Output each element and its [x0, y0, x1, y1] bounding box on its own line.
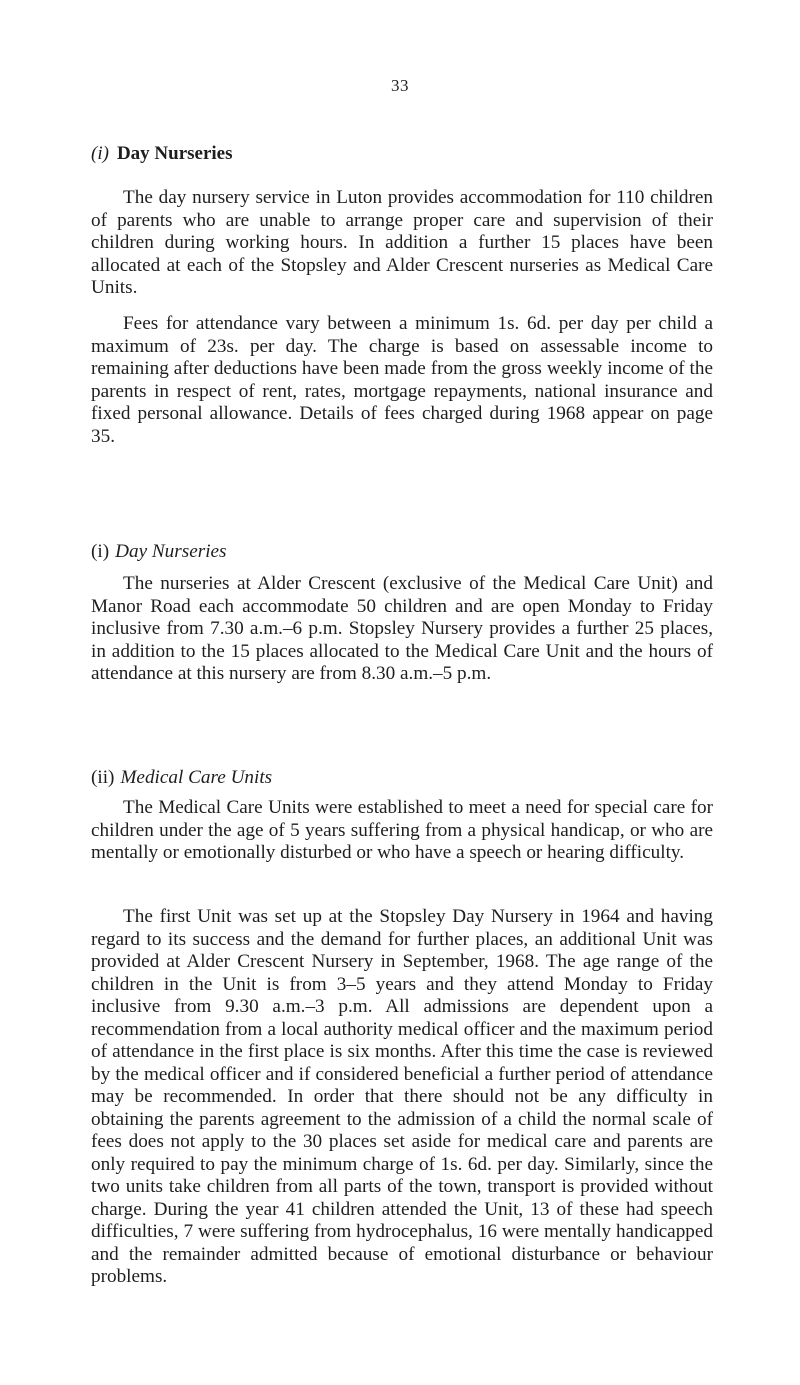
section-title: Day Nurseries — [116, 143, 233, 164]
subsection-number: (i) — [91, 541, 110, 562]
intro-paragraph-1: The day nursery service in Luton provides accommodation for 110 children of parents who are unable to arrange proper care and supervision of their children during working hours. In addition a further 15 places have been allocated at each of the Stopsley and Alder Crescent nurseries as Medical Care Units. — [91, 187, 713, 298]
subsection-title: Medical Care Units — [120, 767, 273, 788]
medical-care-paragraph-1: The Medical Care Units were established to meet a need for special care for children under the age of 5 years suffering from a physical handicap, or who are mentally or emotionally disturbed or who have a speech or hearing difficulty. — [91, 797, 713, 863]
subsection-heading-day-nurseries — [91, 541, 227, 563]
intro-paragraph-2: Fees for attendance vary between a minimum 1s. 6d. per day per child a maximum of 23s. per day. The charge is based on assessable income to remaining after deductions have been made from the gross weekly income of the parents in respect of rent, rates, mortgage repayments, national insurance and fixed personal allowance. Details of fees charged during 1968 appear on page 35. — [91, 313, 713, 447]
subsection-title: Day Nurseries — [115, 541, 227, 562]
page-number: 33 — [391, 76, 409, 95]
subsection-number: (ii) — [91, 767, 115, 788]
day-nurseries-paragraph: The nurseries at Alder Crescent (exclusive of the Medical Care Unit) and Manor Road each accommodate 50 children and are open Monday to Friday inclusive from 7.30 a.m.–6 p.m. Stopsley Nursery provides a further 25 places, in addition to the 15 places allocated to the Medical Care Unit and the hours of attendance at this nursery are from 8.30 a.m.–5 p.m. — [91, 573, 713, 684]
section-number: (i) — [91, 143, 109, 164]
section-heading — [91, 143, 233, 165]
medical-care-paragraph-2: The first Unit was set up at the Stopsley Day Nursery in 1964 and having regard to its success and the demand for further places, an additional Unit was provided at Alder Crescent Nursery in September, 1968. The age range of the children in the Unit is from 3–5 years and they attend Monday to Friday inclusive from 9.30 a.m.–3 p.m. All admissions are dependent upon a recommendation from a local authority medical officer and the maximum period of attendance in the first place is six months. After this time the case is reviewed by the medical officer and if considered beneficial a further period of attendance may be recommended. In order that there should not be any difficulty in obtaining the parents agreement to the admission of a child the normal scale of fees does not apply to the 30 places set aside for medical care and parents are only required to pay the minimum charge of 1s. 6d. per day. Similarly, since the two units take children from all parts of the town, transport is provided without charge. During the year 41 children attended the Unit, 13 of these had speech difficulties, 7 were suffering from hydrocephalus, 16 were mentally handicapped and the remainder admitted because of emotional disturbance or behaviour problems. — [91, 906, 713, 1287]
subsection-heading-medical-care-units — [91, 767, 272, 789]
